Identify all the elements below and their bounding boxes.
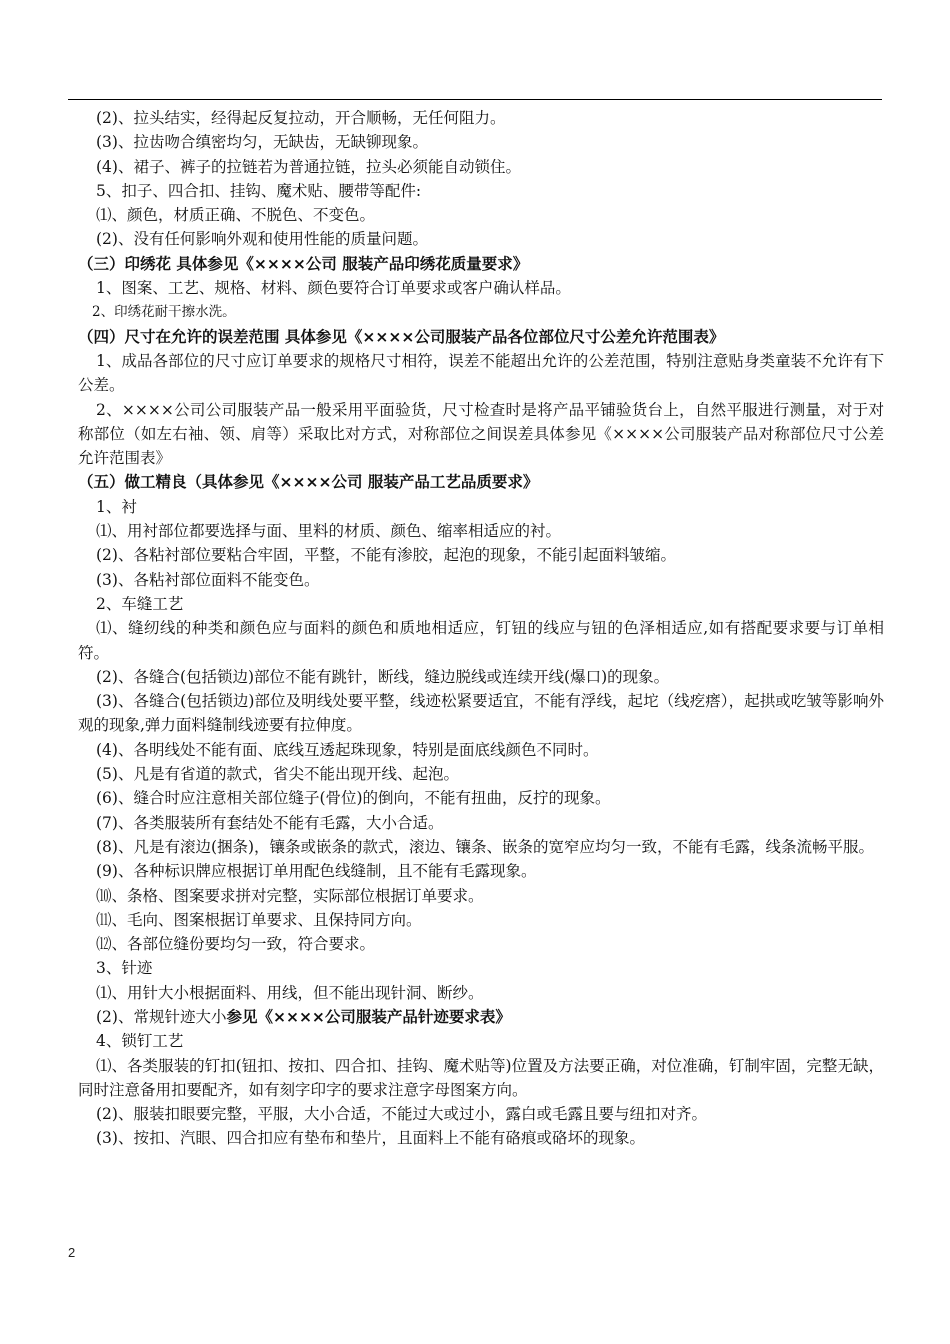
text-line: (6)、缝合时应注意相关部位缝子(骨位)的倒向，不能有扭曲，反拧的现象。 [96,789,611,808]
text-line: (2)、拉头结实，经得起反复拉动，开合顺畅，无任何阻力。 [96,109,506,127]
text-line: (7)、各类服装所有套结处不能有毛露，大小合适。 [96,813,444,832]
text-line [78,1005,884,1029]
reference-bold: 参见《××××公司服装产品针迹要求表》 [226,1007,511,1026]
section-heading: （五）做工精良（具体参见《××××公司 服装产品工艺品质要求》 [78,473,539,492]
document-body [78,106,884,1151]
text-line: (3)、各粘衬部位面料不能变色。 [96,570,320,589]
subheading: 3、针迹 [96,959,153,978]
header-rule [68,99,882,100]
page-number: 2 [68,1245,76,1260]
paragraph: (8)、凡是有滚边(捆条)，镶条或嵌条的款式，滚边、镶条、嵌条的宽窄应均匀一致，不能有毛露，线条流畅平服。 [96,837,875,856]
paragraph: ⑴、缝纫线的种类和颜色应与面料的颜色和质地相适应，钉钮的线应与钮的色泽相适应,如有搭配要求要与订单相符。 [78,619,884,662]
text-line: 5、扣子、四合扣、挂钩、魔术贴、腰带等配件: [96,181,422,200]
text-line: (2)、各缝合(包括锁边)部位不能有跳针，断线，缝边脱线或连续开线(爆口)的现象。 [96,667,670,686]
text-line: 2、印绣花耐干擦水洗。 [92,304,236,321]
text-line: (2)、各粘衬部位要粘合牢固，平整，不能有渗胶，起泡的现象，不能引起面料皱缩。 [96,546,676,565]
text-line: ⑴、用衬部位都要选择与面、里料的材质、颜色、缩率相适应的衬。 [96,522,562,541]
text-fragment: (2)、常规针迹大小 [96,1007,227,1026]
text-line: (4)、裙子、裤子的拉链若为普通拉链，拉头必须能自动锁住。 [96,157,521,176]
section-heading: （三）印绣花 具体参见《××××公司 服装产品印绣花质量要求》 [78,254,529,273]
text-line: (9)、各种标识牌应根据订单用配色线缝制，且不能有毛露现象。 [96,862,537,881]
text-line: ⑽、条格、图案要求拼对完整，实际部位根据订单要求。 [96,886,484,905]
text-line: (3)、拉齿吻合缜密均匀，无缺齿，无缺铆现象。 [96,133,428,152]
subheading: 1、衬 [96,497,137,516]
subheading: 2、车缝工艺 [96,594,184,613]
text-line: (2)、没有任何影响外观和使用性能的质量问题。 [96,230,428,249]
text-line: 1、图案、工艺、规格、材料、颜色要符合订单要求或客户确认样品。 [96,279,571,298]
paragraph: ⑴、各类服装的钉扣(钮扣、按扣、四合扣、挂钩、魔术贴等)位置及方法要正确，对位准确，钉制牢固，完整无缺，同时注意备用扣要配齐，如有刻字印字的要求注意字母图案方向。 [78,1056,884,1099]
text-line: ⑿、各部位缝份要均匀一致，符合要求。 [96,935,376,954]
subheading: 4、锁钉工艺 [96,1032,184,1051]
section-heading: （四）尺寸在允许的误差范围 具体参见《××××公司服装产品各位部位尺寸公差允许范围表》 [78,327,725,346]
paragraph: 2、××××公司公司服装产品一般采用平面验货，尺寸检查时是将产品平铺验货台上，自然平服进行测量，对于对称部位（如左右袖、领、肩等）采取比对方式，对称部位之间误差具体参见《××××公司服装产品对称部位尺寸公差允许范围表》 [78,400,884,468]
text-line: ⑴、颜色，材质正确、不脱色、不变色。 [96,206,376,225]
text-line: (3)、按扣、汽眼、四合扣应有垫布和垫片，且面料上不能有硌痕或硌坏的现象。 [96,1129,645,1148]
text-line: (2)、服装扣眼要完整，平服，大小合适，不能过大或过小，露白或毛露且要与纽扣对齐。 [96,1105,707,1124]
paragraph: (3)、各缝合(包括锁边)部位及明线处要平整，线迹松紧要适宜，不能有浮线，起坨（线疙瘩），起拱或吃皱等影响外观的现象,弹力面料缝制线迹要有拉伸度。 [78,692,884,735]
text-line: ⑴、用针大小根据面料、用线，但不能出现针洞、断纱。 [96,983,484,1002]
text-line: (4)、各明线处不能有面、底线互透起珠现象，特别是面底线颜色不同时。 [96,740,599,759]
text-line: (5)、凡是有省道的款式，省尖不能出现开线、起泡。 [96,765,459,784]
paragraph: 1、成品各部位的尺寸应订单要求的规格尺寸相符，误差不能超出允许的公差范围，特别注意贴身类童装不允许有下公差。 [78,351,884,395]
text-line: ⑾、毛向、图案根据订单要求、且保持同方向。 [96,910,422,929]
